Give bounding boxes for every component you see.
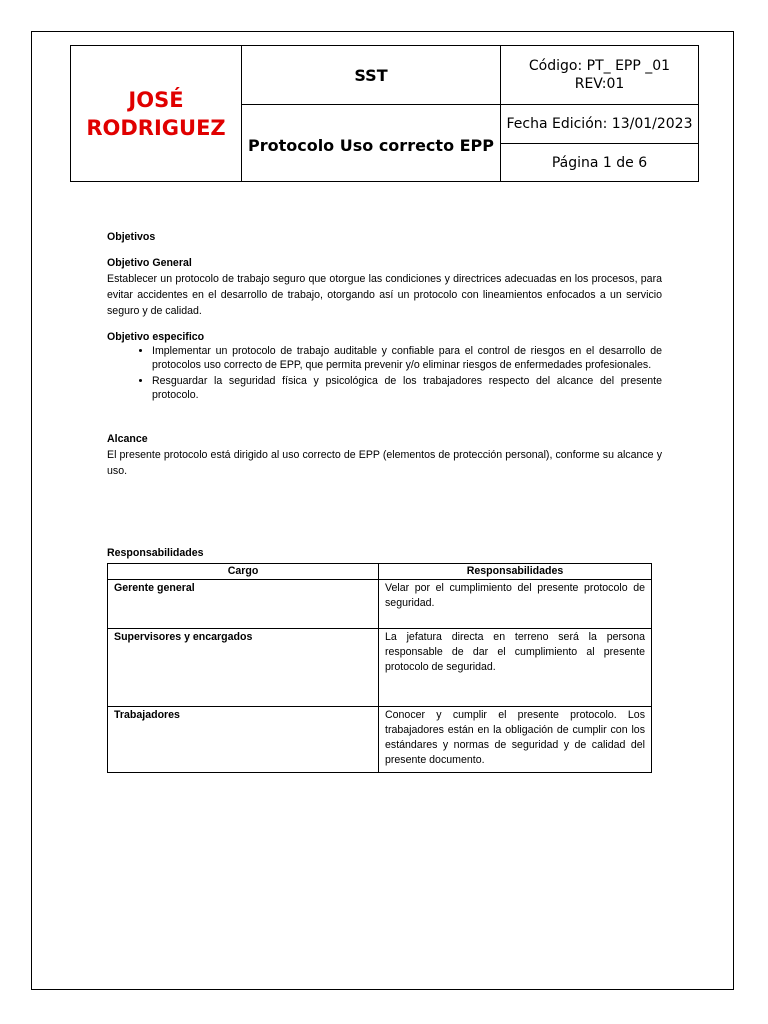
page-cell xyxy=(501,144,699,182)
responsibilities-heading: Responsabilidades xyxy=(107,547,204,559)
general-objective-text: Establecer un protocolo de trabajo seguro que otorgue las condiciones y directrices adecuadas en los procesos, para evitar accidentes en el desarrollo de trabajo, otorgando así un protocolo con lineamientos enfocados a un servicio seguro y de calidad. xyxy=(107,273,662,317)
document-header xyxy=(70,45,699,182)
document-code: Código: PT_ EPP _01 xyxy=(528,58,671,74)
document-revision: REV:01 xyxy=(574,76,625,92)
page-number: Página 1 de 6 xyxy=(551,154,648,171)
code-cell xyxy=(501,46,699,105)
table-row xyxy=(108,629,652,707)
list-item: • Resguardar la seguridad física y psicológica de los trabajadores respecto del alcance del presente protocolo. xyxy=(152,375,662,402)
list-item: • Implementar un protocolo de trabajo auditable y confiable para el control de riesgos en el desarrollo de protocolos uso correcto de EPP, que permita prevenir y/o eliminar riesgos de enfermedades profesionales. xyxy=(152,345,662,372)
document-body xyxy=(107,229,662,773)
edition-date: Fecha Edición: 13/01/2023 xyxy=(506,116,693,132)
scope-text: El presente protocolo está dirigido al uso correcto de EPP (elementos de protección personal), conforme su alcance y uso. xyxy=(107,449,662,477)
cargo-cell: Gerente general xyxy=(108,580,379,629)
specific-objective-list xyxy=(107,345,662,402)
general-objective-heading: Objetivo General xyxy=(107,257,192,269)
department-label: SST xyxy=(354,65,388,85)
column-header-cargo: Cargo xyxy=(108,564,379,580)
title-cell xyxy=(242,105,501,182)
company-cell xyxy=(71,46,242,182)
cargo-cell: Supervisores y encargados xyxy=(108,629,379,707)
table-row xyxy=(108,580,652,629)
cargo-cell: Trabajadores xyxy=(108,707,379,773)
department-cell xyxy=(242,46,501,105)
table-row xyxy=(108,707,652,773)
responsibility-cell: Conocer y cumplir el presente protocolo. Los trabajadores están en la obligación de cumplir con los estándares y normas de seguridad y de calidad del presente documento. xyxy=(379,707,652,773)
objectives-heading: Objetivos xyxy=(107,231,156,243)
column-header-responsibilities: Responsabilidades xyxy=(379,564,652,580)
date-cell xyxy=(501,105,699,144)
responsibility-cell: La jefatura directa en terreno será la persona responsable de dar el cumplimiento al presente protocolo de seguridad. xyxy=(379,629,652,707)
scope-heading: Alcance xyxy=(107,433,148,445)
responsibility-cell: Velar por el cumplimiento del presente protocolo de seguridad. xyxy=(379,580,652,629)
company-name: JOSÉ RODRIGUEZ xyxy=(86,87,226,140)
document-title: Protocolo Uso correcto EPP xyxy=(247,136,495,155)
responsibilities-table xyxy=(107,563,652,773)
specific-objective-heading: Objetivo especifico xyxy=(107,331,205,343)
